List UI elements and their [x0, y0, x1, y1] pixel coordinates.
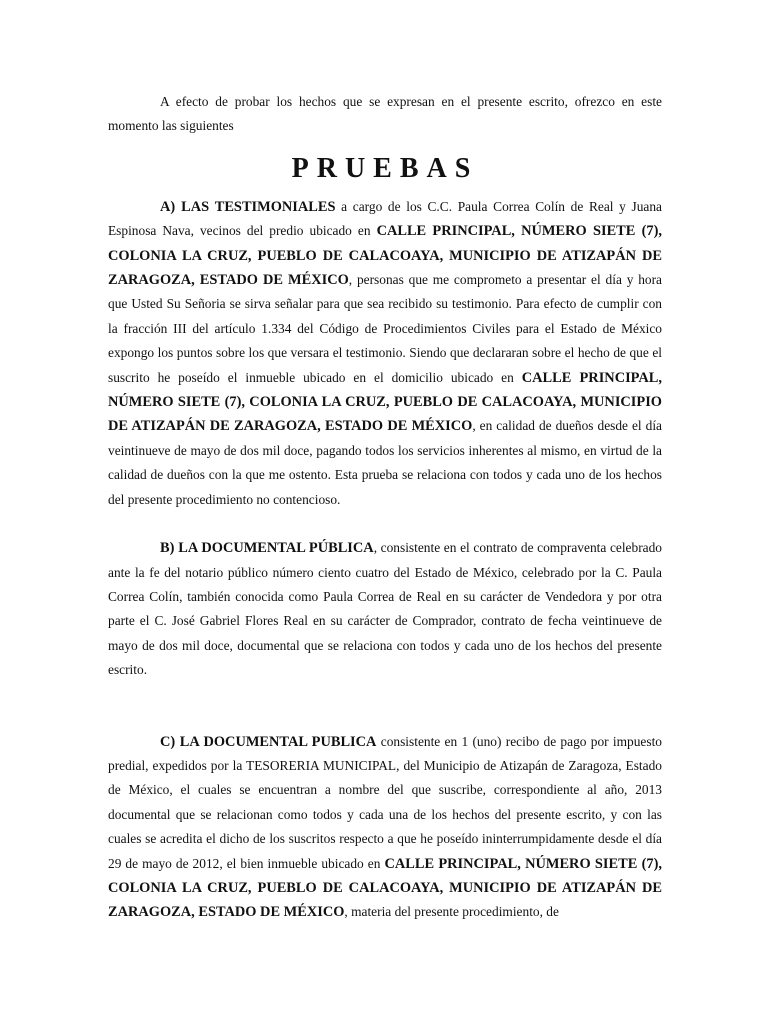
evidence-a-text-2: , personas que me comprometo a presentar el día y hora que Usted Su Señoria se sirva señalar para que sea recibido su testimonio. Para efecto de cumplir con la fracción III del artículo 1.334 del Código de Procedimientos Civiles para el Estado de México expongo los puntos sobre los que versara el testimonio. Siendo que declararan sobre el hecho de que el suscrito he poseído el inmueble ubicado en el domicilio ubicado en: [108, 272, 663, 385]
evidence-c-text-1: consistente en 1 (uno) recibo de pago por impuesto predial, expedidos por la TESORERIA MUNICIPAL, del Municipio de Atizapán de Zaragoza, Estado de México, el cuales se encuentran a nombre del que suscribe, correspondiente al año, 2013 documental que se relacionan como todos y cada una de los hechos del presente escrito, y con las cuales se acredita el dicho de los suscritos respecto a que he poseído ininterrumpidamente desde el día 29 de mayo de 2012, el bien inmueble ubicado en: [108, 733, 662, 871]
evidence-b-paragraph: [108, 536, 662, 682]
evidence-a-label: A) LAS TESTIMONIALES: [160, 198, 336, 215]
evidence-a-address-1: CALLE PRINCIPAL, NÚMERO SIETE (7), COLONIA LA CRUZ, PUEBLO DE CALACOAYA, MUNICIPIO DE ATIZAPÁN DE ZARAGOZA, ESTADO DE MÉXICO: [108, 223, 663, 289]
evidence-c-text-2: , materia del presente procedimiento, de: [344, 904, 559, 920]
evidence-a-text-1: a cargo de los C.C. Paula Correa Colín de Real y Juana Espinosa Nava, vecinos del predio ubicado en: [108, 198, 662, 239]
intro-paragraph: A efecto de probar los hechos que se expresan en el presente escrito, ofrezco en este momento las siguientes: [108, 94, 662, 134]
evidence-c-address: CALLE PRINCIPAL, NÚMERO SIETE (7), COLONIA LA CRUZ, PUEBLO DE CALACOAYA, MUNICIPIO DE ATIZAPÁN DE ZARAGOZA, ESTADO DE MÉXICO: [108, 855, 662, 921]
evidence-a-paragraph: [108, 195, 662, 512]
evidence-b-label: B) LA DOCUMENTAL PÚBLICA: [160, 540, 374, 557]
evidence-a-address-2: CALLE PRINCIPAL, NÚMERO SIETE (7), COLONIA LA CRUZ, PUEBLO DE CALACOAYA, MUNICIPIO DE ATIZAPÁN DE ZARAGOZA, ESTADO DE MÉXICO: [108, 369, 662, 435]
evidence-a-text-3: , en calidad de dueños desde el día veintinueve de mayo de dos mil doce, pagando todos los servicios inherentes al mismo, en virtud de la calidad de dueños con la que me ostento. Esta prueba se relaciona con todos y cada uno de los hechos del presente procedimiento no contencioso.: [108, 418, 662, 507]
section-title: PRUEBAS: [291, 152, 479, 184]
evidence-c-paragraph: [108, 730, 662, 925]
evidence-b-text-1: , consistente en el contrato de compraventa celebrado ante la fe del notario público número ciento cuatro del Estado de México, celebrado por la C. Paula Correa Colín, también conocida como Paula Correa de Real en su carácter de Vendedora y por otra parte el C. José Gabriel Flores Real en su carácter de Comprador, contrato de fecha veintinueve de mayo de dos mil doce, documental que se relaciona con todos y cada uno de los hechos del presente escrito.: [108, 540, 662, 678]
evidence-c-label: C) LA DOCUMENTAL PUBLICA: [160, 733, 377, 750]
